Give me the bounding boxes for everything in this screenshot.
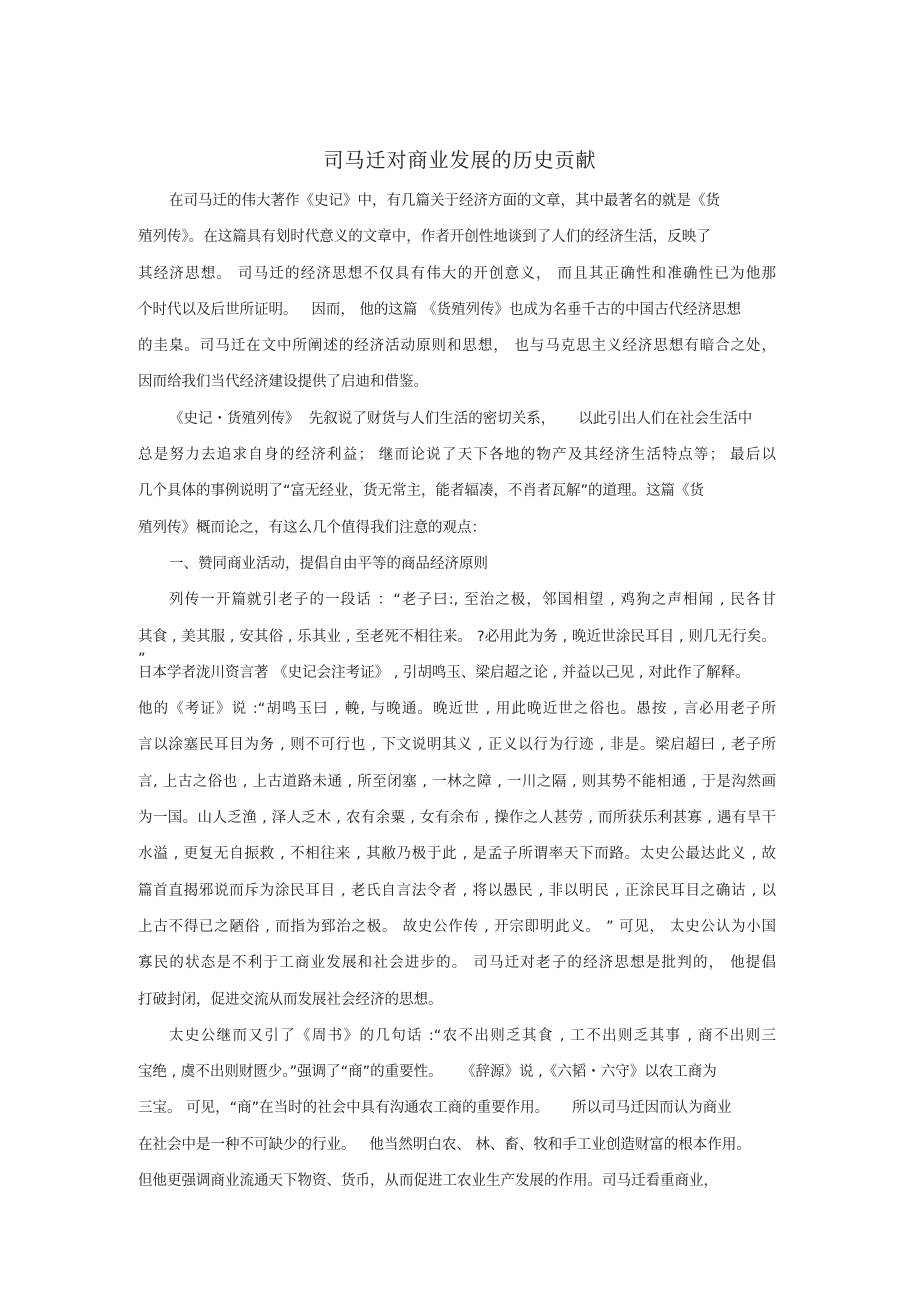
text-line: 殖列传》概而论之，有这么几个值得我们注意的观点： xyxy=(138,519,486,536)
text-line: 上古不得已之陋俗 , 而指为郅治之极。 故史公作传 , 开宗即明此义。 ” 可见， 太史公认为小国 xyxy=(138,918,776,935)
text-line: 其经济思想。 司马迁的经济思想不仅具有伟大的开创意义， 而且其正确性和准确性已为他那 xyxy=(138,265,776,282)
text-line: 因而给我们当代经济建设提供了启迪和借鉴。 xyxy=(138,374,428,391)
text-line: 打破封闭，促进交流从而发展社会经济的思想。 xyxy=(138,991,443,1008)
text-line: 他的《考证》说 :“胡鸣玉曰 , 輓, 与晚通。晚近世 , 用此晚近世之俗也。愚按 , 言必用老子所 xyxy=(138,701,776,718)
text-line: 日本学者泷川资言著 《史记会注考证》 , 引胡鸣玉、梁启超之论 , 并益以己见 , 对此作了解释。 xyxy=(138,664,750,681)
text-line: 篇首直揭邪说而斥为涂民耳目 , 老氏自言法令者 , 将以愚民 , 非以明民 , 正涂民耳目之确诂 , 以 xyxy=(138,882,776,899)
text-line: 个时代以及后世所证明。 因而， 他的这篇 《货殖列传》也成为名垂千古的中国古代经济思想 xyxy=(138,301,742,318)
text-line: 三宝。 可见，“商”在当时的社会中具有沟通农工商的重要作用。 所以司马迁因而认为商业 xyxy=(138,1100,732,1117)
text-line: 其食 , 美其服 , 安其俗 , 乐其业 , 至老死不相往来。 ?必用此为务 , 晚近世涂民耳目 , 则几无行矣。 ” xyxy=(138,628,776,667)
text-line: 列传一开篇就引老子的一段话 ：“老子曰:, 至治之极，邻国相望 , 鸡狗之声相闻 , 民各甘 xyxy=(169,592,776,609)
text-line: 寡民的状态是不利于工商业发展和社会进步的。 司马迁对老子的经济思想是批判的， 他提倡 xyxy=(138,955,776,972)
text-line: 殖列传》。在这篇具有划时代意义的文章中，作者开创性地谈到了人们的经济生活，反映了 xyxy=(138,229,711,246)
text-line: 在社会中是一种不可缺少的行业。 他当然明白农、 林、畜、牧和手工业创造财富的根本作用。 xyxy=(138,1136,751,1153)
text-line: 言, 上古之俗也 , 上古道路未通 , 所至闭塞 , 一林之障 , 一川之隔 , 则其势不能相通 , 于是沟然画 xyxy=(138,773,776,790)
text-line: 宝绝 , 虞不出则财匮少。”强调了“商”的重要性。 《辞源》说 ,《六韬・六守》以农工商为 xyxy=(138,1064,717,1081)
text-line: 一、赞同商业活动，提倡自由平等的商品经济原则 xyxy=(169,555,488,572)
text-line: 几个具体的事例说明了“富无经业，货无常主，能者辐凑，不肖者瓦解”的道理。这篇《货 xyxy=(138,483,705,500)
text-line: 总是努力去追求自身的经济利益； 继而论说了天下各地的物产及其经济生活特点等； 最后以 xyxy=(138,447,776,464)
document-title: 司马迁对商业发展的历史贡献 xyxy=(323,148,597,172)
text-line: 太史公继而又引了《周书》的几句话 :“农不出则乏其食 , 工不出则乏其事 , 商不出则三 xyxy=(169,1027,776,1044)
document-body xyxy=(138,190,776,1206)
text-line: 的圭臬。司马迁在文中所阐述的经济活动原则和思想， 也与马克思主义经济思想有暗合之处， xyxy=(138,338,776,355)
text-line: 但他更强调商业流通天下物资、货币，从而促进工农业生产发展的作用。司马迁看重商业， xyxy=(138,1173,718,1190)
text-line: 为一国。山人乏渔 , 泽人乏木 , 农有余粟 , 女有余布 , 操作之人甚劳 , 而所获乐利甚寡 , 遇有旱干 xyxy=(138,810,776,827)
text-line: 言以涂塞民耳目为务 , 则不可行也 , 下文说明其义 , 正义以行为行迹 , 非是。梁启超曰 , 老子所 xyxy=(138,737,776,754)
text-line: 《史记・货殖列传》 先叙说了财货与人们生活的密切关系， 以此引出人们在社会生活中 xyxy=(169,410,753,427)
text-line: 水溢 , 更复无自振救 , 不相往来 , 其敝乃极于此 , 是孟子所谓率天下而路。太史公最达此义 , 故 xyxy=(138,846,776,863)
text-line: 在司马迁的伟大著作《史记》中，有几篇关于经济方面的文章，其中最著名的就是《货 xyxy=(169,193,720,209)
